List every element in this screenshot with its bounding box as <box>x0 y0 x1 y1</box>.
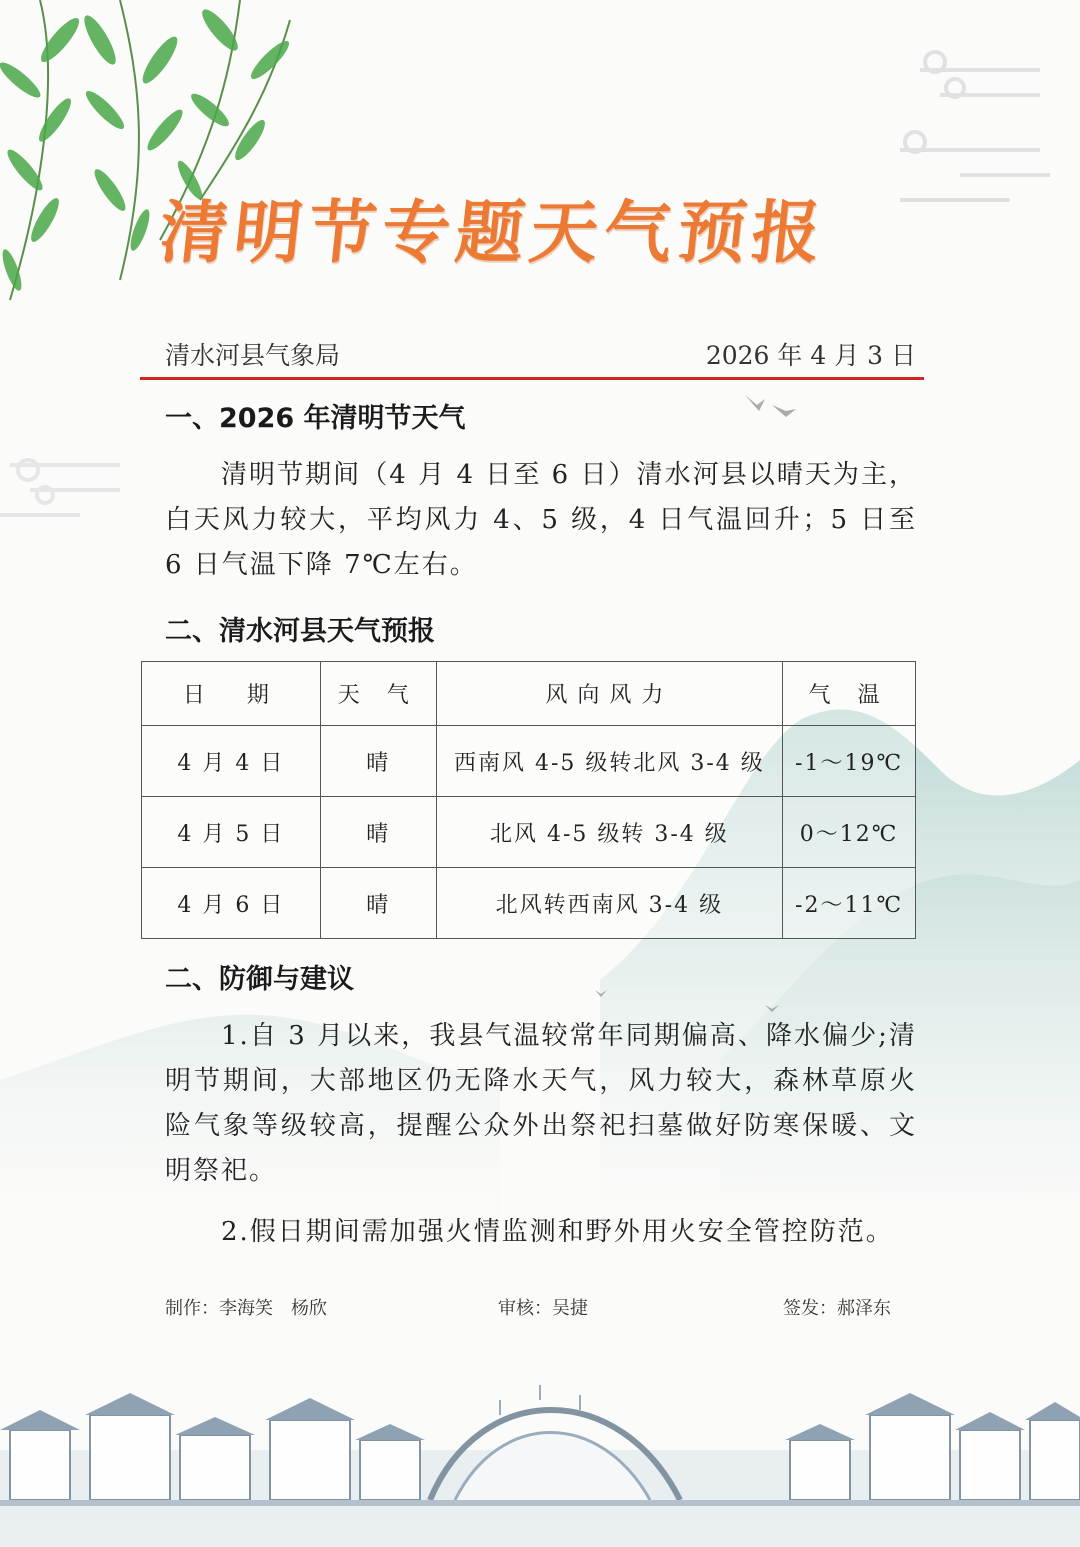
cell-temperature: -2～11℃ <box>783 868 916 939</box>
issue-date: 2026 年 4 月 3 日 <box>705 341 916 370</box>
footer-author: 制作：李海笑 杨欣 <box>165 1298 327 1319</box>
cell-date: 4 月 6 日 <box>142 868 321 939</box>
cell-date: 4 月 5 日 <box>142 797 321 868</box>
section-heading-holiday-weather: 一、2026 年清明节天气 <box>165 403 466 434</box>
cell-wind: 西南风 4-5 级转北风 3-4 级 <box>436 726 782 797</box>
header-weather: 天 气 <box>320 662 436 726</box>
table-row <box>142 726 916 797</box>
footer-reviewer: 审核：吴捷 <box>498 1298 588 1319</box>
table-row <box>142 797 916 868</box>
table-header-row <box>142 662 916 726</box>
cell-temperature: -1～19℃ <box>783 726 916 797</box>
cell-temperature: 0～12℃ <box>783 797 916 868</box>
holiday-weather-paragraph: 清明节期间（4 月 4 日至 6 日）清水河县以晴天为主，白天风力较大，平均风力 4、5 级，4 日气温回升；5 日至 6 日气温下降 7℃左右。 <box>165 460 917 580</box>
section-heading-advice: 二、防御与建议 <box>165 964 354 995</box>
advice-paragraph-2: 2.假日期间需加强火情监测和野外用火安全管控防范。 <box>221 1217 894 1247</box>
advice-paragraph-1: 1.自 3 月以来，我县气温较常年同期偏高、降水偏少;清明节期间，大部地区仍无降水天气，风力较大，森林草原火险气象等级较高，提醒公众外出祭祀扫墓做好防寒保暖、文明祭祀。 <box>165 1021 917 1186</box>
header-date: 日 期 <box>142 662 321 726</box>
page-title: 清明节专题天气预报 <box>155 193 831 273</box>
cell-weather: 晴 <box>320 797 436 868</box>
issuer-name: 清水河县气象局 <box>165 341 341 370</box>
section-heading-forecast: 二、清水河县天气预报 <box>165 616 435 647</box>
table-row <box>142 868 916 939</box>
footer-issuer: 签发：郝泽东 <box>783 1298 891 1319</box>
header-wind: 风向风力 <box>436 662 782 726</box>
header-rule <box>140 377 924 380</box>
cell-weather: 晴 <box>320 726 436 797</box>
cell-weather: 晴 <box>320 868 436 939</box>
cell-wind: 北风 4-5 级转 3-4 级 <box>436 797 782 868</box>
cell-date: 4 月 4 日 <box>142 726 321 797</box>
header-temperature: 气 温 <box>783 662 916 726</box>
cell-wind: 北风转西南风 3-4 级 <box>436 868 782 939</box>
forecast-table <box>141 661 916 939</box>
